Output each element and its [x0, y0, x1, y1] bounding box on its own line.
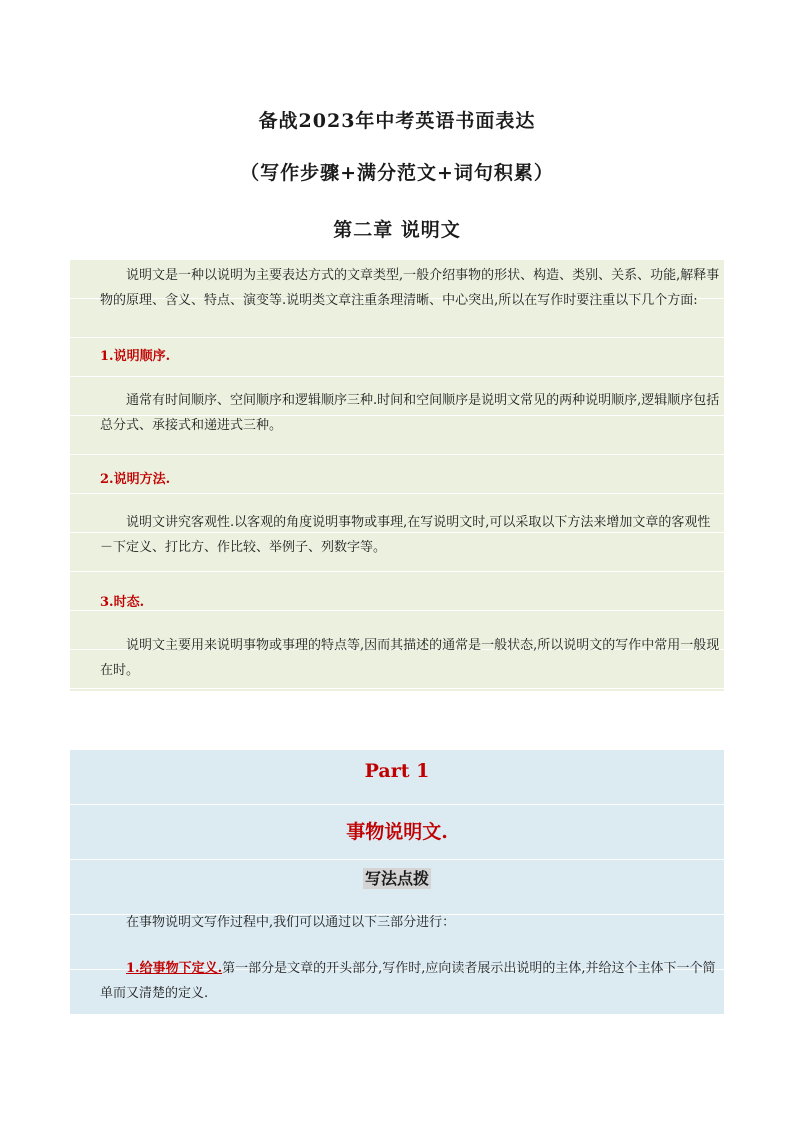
part1-box: [70, 750, 724, 1014]
intro-paragraph-1: 说明文是一种以说明为主要表达方式的文章类型,一般介绍事物的形状、构造、类别、关系、功能,解释事物的原理、含义、特点、演变等.说明类文章注重条理清晰、中心突出,所以在写作时要注重以下几个方面:: [100, 268, 720, 308]
heading-tense: 3.时态.: [100, 595, 145, 610]
intro-box: [70, 260, 724, 691]
part1-intro-paragraph: 在事物说明文写作过程中,我们可以通过以下三部分进行：: [126, 915, 456, 930]
intro-paragraph-4: 说明文主要用来说明事物或事理的特点等,因而其描述的通常是一般状态,所以说明文的写作中常用一般现在时。: [100, 638, 720, 678]
chapter-title: 第二章 说明文: [333, 219, 461, 241]
page-subtitle: （写作步骤+满分范文+词句积累）: [240, 162, 554, 184]
heading-method: 2.说明方法.: [100, 472, 171, 487]
intro-paragraph-3: 说明文讲究客观性.以客观的角度说明事物或事理,在写说明文时,可以采取以下方法来增加文章的客观性－下定义、打比方、作比较、举例子、列数字等。: [100, 515, 711, 555]
part-label: Part 1: [364, 760, 430, 782]
page-title: 备战2023年中考英语书面表达: [258, 110, 536, 132]
step1-label: 1.给事物下定义.: [126, 961, 223, 976]
heading-order: 1.说明顺序.: [100, 349, 171, 364]
part-title: 事物说明文.: [346, 821, 448, 843]
part-subtitle: 写法点拨: [364, 869, 429, 888]
part1-step1-paragraph: 1.给事物下定义.第一部分是文章的开头部分,写作时,应向读者展示出说明的主体,并给这个主体下一个简单而又清楚的定义.: [100, 961, 716, 1001]
intro-paragraph-2: 通常有时间顺序、空间顺序和逻辑顺序三种.时间和空间顺序是说明文常见的两种说明顺序,逻辑顺序包括总分式、承接式和递进式三种。: [100, 393, 720, 433]
